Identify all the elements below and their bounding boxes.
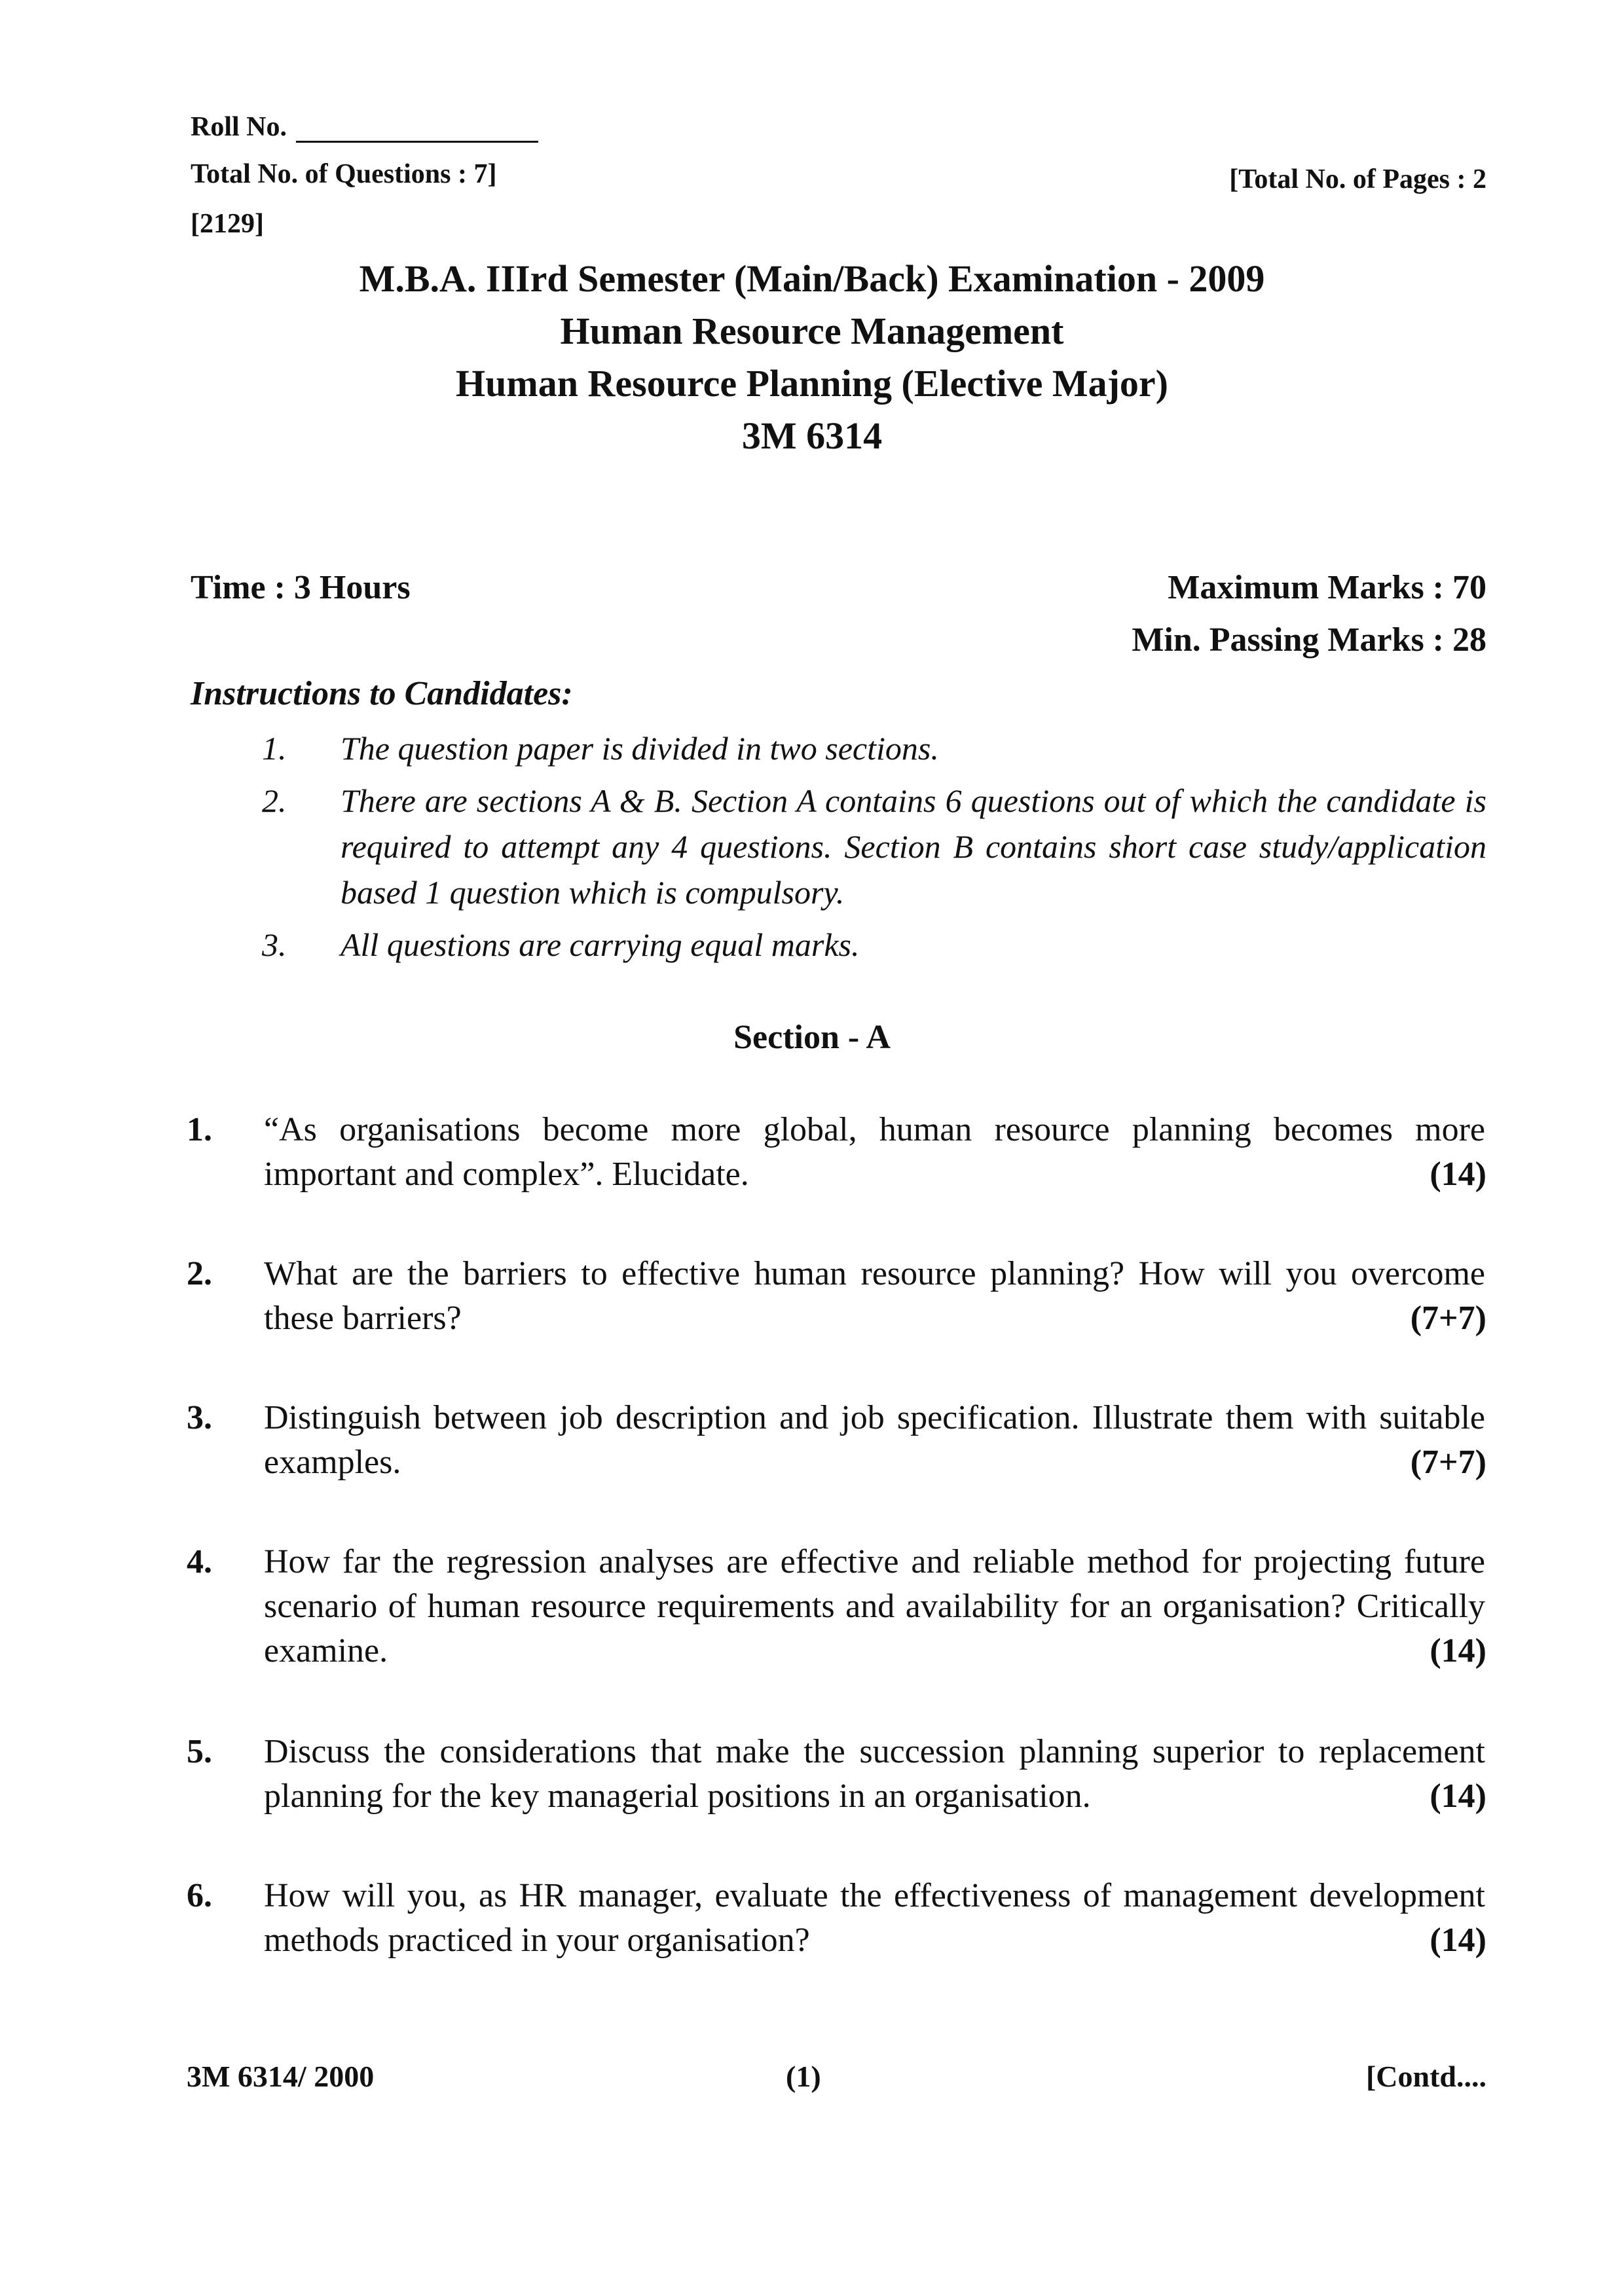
question-number: 1. [187, 1111, 212, 1148]
question-text: How far the regression analyses are effective and reliable method for projecting future scenario of human resource requirements and availability for an organisation? Critically examine. [264, 1543, 1485, 1669]
paper-code: [2129] [191, 209, 264, 239]
question-marks: (7+7) [1410, 1444, 1486, 1481]
exam-title: M.B.A. IIIrd Semester (Main/Back) Examination - 2009 [359, 257, 1265, 300]
page-number: (1) [786, 2060, 821, 2093]
time-allowed: Time : 3 Hours [191, 569, 411, 606]
question-text: How will you, as HR manager, evaluate the effectiveness of management development methods practiced in your organisation? [264, 1877, 1485, 1959]
roll-number-label: Roll No. [191, 112, 287, 142]
question-text: What are the barriers to effective human resource planning? How will you overcome these barriers? [264, 1255, 1485, 1337]
paper-code-title: 3M 6314 [741, 414, 883, 457]
instruction-number: 3. [262, 926, 287, 963]
maximum-marks: Maximum Marks : 70 [1168, 569, 1486, 606]
question-marks: (14) [1430, 1777, 1486, 1815]
instruction-number: 2. [262, 782, 287, 819]
question-number: 6. [187, 1877, 212, 1914]
instruction-text: There are sections A & B. Section A contains 6 questions out of which the candidate is required to attempt any 4 questions. Section B contains short case study/application based 1 question which is compulsory. [341, 782, 1486, 911]
roll-number-field [191, 111, 538, 143]
question-marks: (14) [1430, 1156, 1486, 1193]
instruction-text: All questions are carrying equal marks. [341, 926, 860, 963]
min-passing-marks: Min. Passing Marks : 28 [1132, 621, 1486, 659]
footer-code: 3M 6314/ 2000 [187, 2060, 375, 2093]
question-number: 3. [187, 1399, 212, 1436]
section-a-heading: Section - A [733, 1019, 891, 1056]
subject-title: Human Resource Management [560, 310, 1064, 352]
question-text: Discuss the considerations that make the succession planning superior to replacement planning for the key managerial positions in an organisation. [264, 1733, 1485, 1815]
instruction-text: The question paper is divided in two sections. [341, 730, 939, 767]
question-marks: (14) [1430, 1922, 1486, 1959]
instruction-number: 1. [262, 730, 287, 767]
continued-marker: [Contd.... [1365, 2060, 1486, 2093]
question-text: Distinguish between job description and job specification. Illustrate them with suitable examples. [264, 1399, 1485, 1481]
roll-number-blank [296, 115, 538, 143]
paper-title: Human Resource Planning (Elective Major) [456, 362, 1168, 405]
question-marks: (14) [1430, 1632, 1486, 1669]
total-pages: [Total No. of Pages : 2 [1229, 164, 1486, 194]
question-number: 5. [187, 1733, 212, 1770]
instructions-heading: Instructions to Candidates: [191, 675, 573, 712]
question-number: 4. [187, 1543, 212, 1580]
question-number: 2. [187, 1255, 212, 1292]
question-text: “As organisations become more global, human resource planning becomes more important and complex”. Elucidate. [264, 1111, 1485, 1193]
total-questions: Total No. of Questions : 7] [191, 159, 497, 189]
question-marks: (7+7) [1410, 1300, 1486, 1337]
